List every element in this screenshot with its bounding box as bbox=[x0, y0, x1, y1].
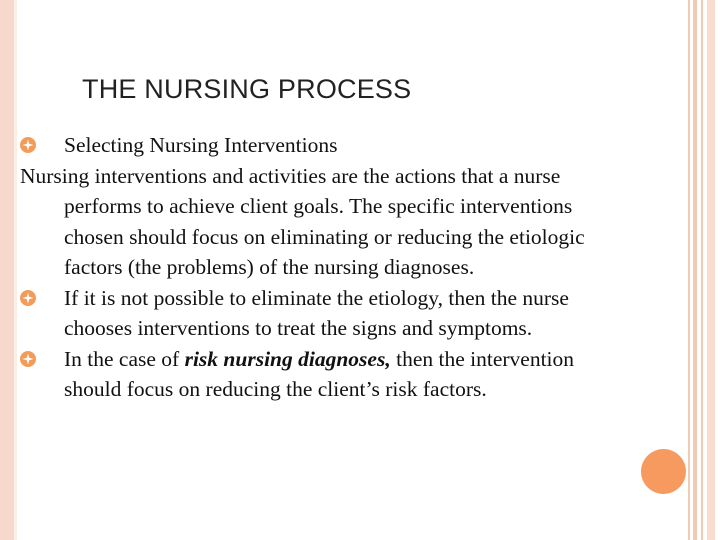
bullet-item-risk-diagnoses bbox=[20, 344, 620, 405]
bullet-item-selecting-interventions bbox=[20, 130, 620, 161]
bullet-text-emphasis: risk nursing diagnoses, bbox=[184, 346, 391, 371]
bullet-text: If it is not possible to eliminate the etiology, then the nurse chooses interventions to treat the signs and symptoms. bbox=[64, 285, 569, 340]
paragraph-interventions-definition bbox=[20, 161, 620, 283]
four-point-star-icon bbox=[20, 137, 36, 153]
right-border-decoration bbox=[684, 0, 720, 540]
left-border-inner-decoration bbox=[14, 0, 17, 540]
bullet-text-after: then the intervention should focus on reducing the client’s risk factors. bbox=[64, 346, 575, 401]
slide-title: THE NURSING PROCESS bbox=[82, 74, 412, 104]
four-point-star-icon bbox=[20, 351, 36, 367]
left-border-decoration bbox=[0, 0, 14, 540]
bullet-text: Selecting Nursing Interventions bbox=[64, 133, 338, 157]
four-point-star-icon bbox=[20, 290, 36, 306]
paragraph-text: Nursing interventions and activities are the actions that a nurse performs to achieve client goals. The specific interventions chosen should focus on eliminating or reducing the etiologic factors (the problems) of the nursing diagnoses. bbox=[20, 163, 585, 279]
bullet-item-eliminate-etiology bbox=[20, 283, 620, 344]
bullet-text-before: In the case of bbox=[64, 346, 185, 371]
decorative-orange-circle bbox=[641, 449, 686, 494]
slide-body bbox=[20, 130, 620, 405]
